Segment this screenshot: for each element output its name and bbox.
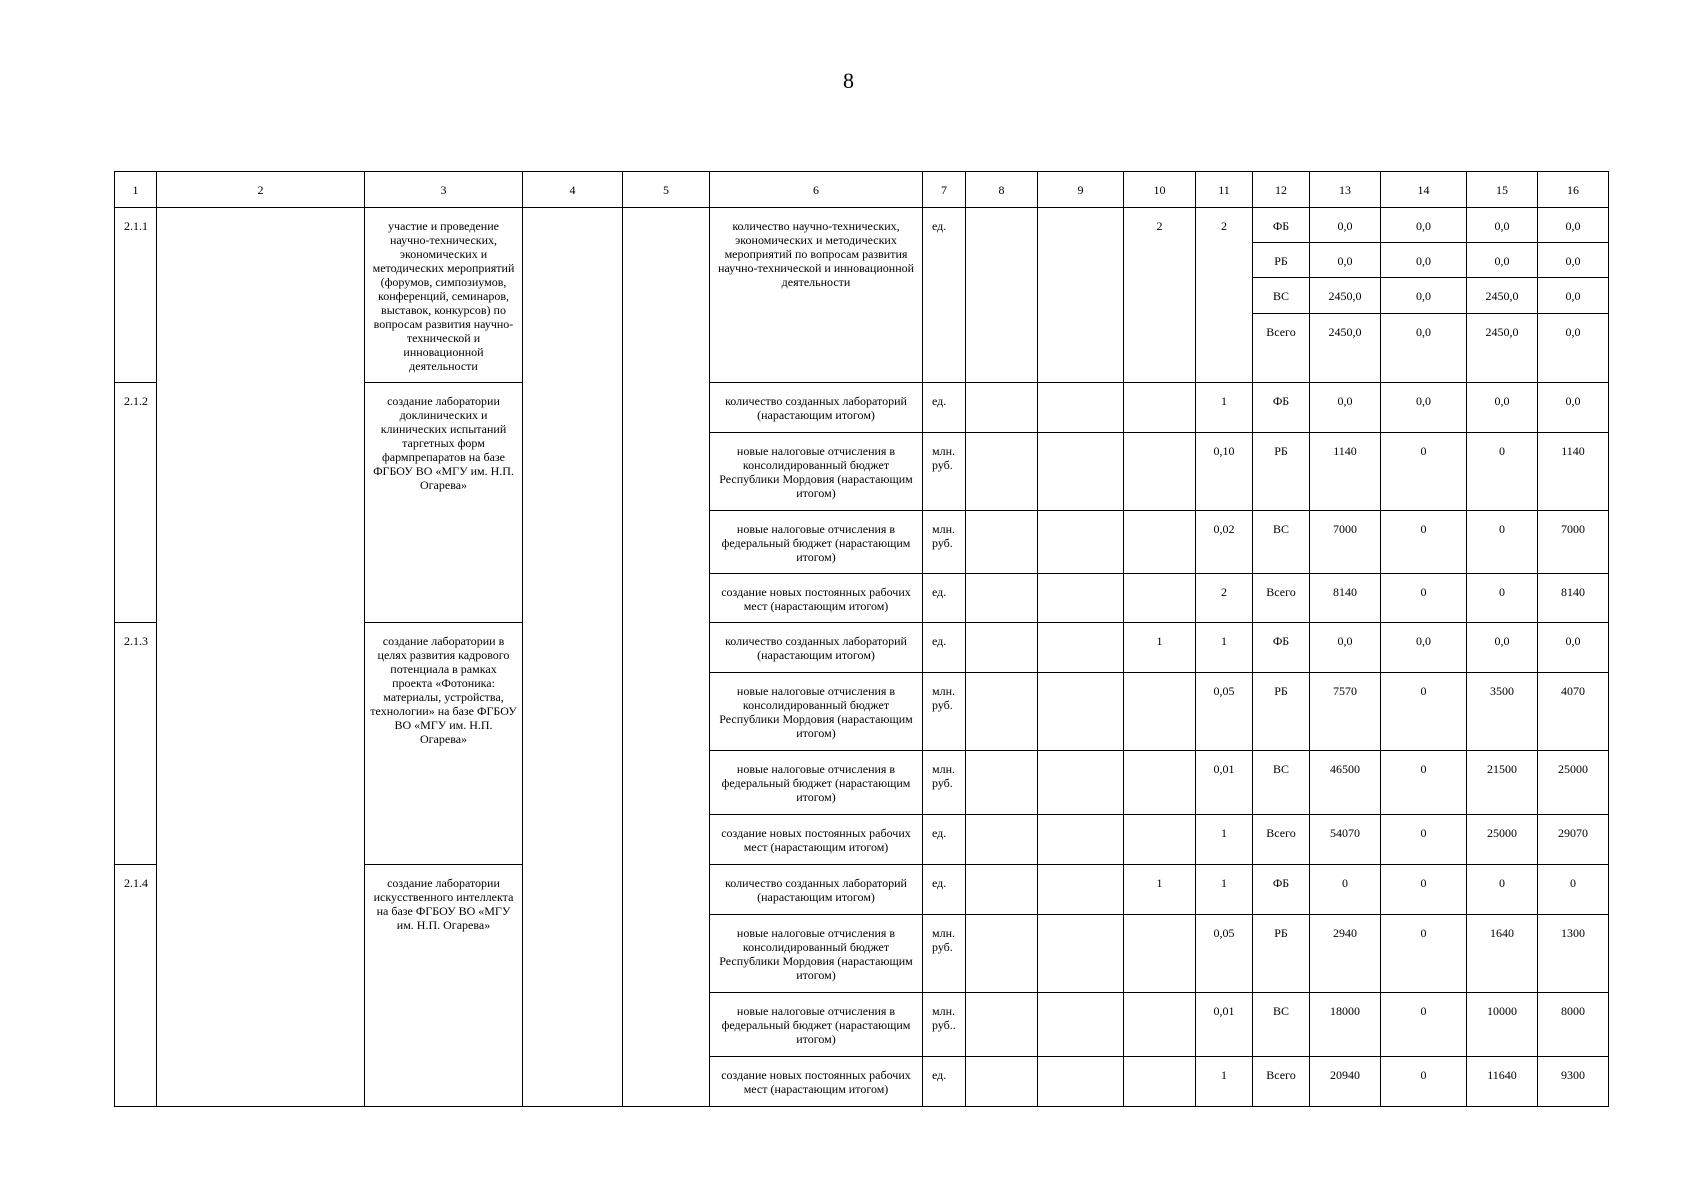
indicator-unit: млн. руб.. bbox=[923, 993, 966, 1057]
cell-col-9 bbox=[1038, 623, 1124, 673]
funding-value-14: 0,0 bbox=[1381, 623, 1467, 673]
cell-col-9 bbox=[1038, 915, 1124, 993]
funding-value-15: 2450,0 bbox=[1467, 314, 1538, 383]
funding-value-15: 25000 bbox=[1467, 815, 1538, 865]
cell-col-9 bbox=[1038, 1057, 1124, 1107]
funding-value-13: 7000 bbox=[1310, 511, 1381, 574]
funding-value-14: 0 bbox=[1381, 865, 1467, 915]
cell-col-9 bbox=[1038, 673, 1124, 751]
funding-value-14: 0,0 bbox=[1381, 208, 1467, 243]
page-number: 8 bbox=[843, 68, 854, 93]
funding-value-13: 8140 bbox=[1310, 574, 1381, 623]
measure-code: 2.1.2 bbox=[115, 383, 157, 623]
funding-value-13: 46500 bbox=[1310, 751, 1381, 815]
indicator-name: количество научно-технических, экономических и методических мероприятий по вопросам развития научно-технической и инновационной деятельности bbox=[710, 208, 923, 383]
col-header-7: 7 bbox=[923, 172, 966, 208]
funding-value-16: 0,0 bbox=[1538, 278, 1609, 314]
cell-col-9 bbox=[1038, 751, 1124, 815]
funding-value-13: 20940 bbox=[1310, 1057, 1381, 1107]
cell-col-9 bbox=[1038, 511, 1124, 574]
funding-source: РБ bbox=[1253, 433, 1310, 511]
cell-col-8 bbox=[966, 574, 1038, 623]
col-header-14: 14 bbox=[1381, 172, 1467, 208]
funding-value-14: 0 bbox=[1381, 751, 1467, 815]
funding-value-13: 18000 bbox=[1310, 993, 1381, 1057]
indicator-value-10: 1 bbox=[1124, 623, 1196, 673]
funding-value-13: 0 bbox=[1310, 865, 1381, 915]
table-row bbox=[115, 208, 1609, 243]
funding-source: ФБ bbox=[1253, 383, 1310, 433]
cell-col-8 bbox=[966, 673, 1038, 751]
measure-name: создание лаборатории в целях развития кадрового потенциала в рамках проекта «Фотоника: материалы, устройства, технологии» на базе ФГБОУ ВО «МГУ им. Н.П. Огарева» bbox=[365, 623, 523, 865]
funding-source: ВС bbox=[1253, 278, 1310, 314]
funding-value-16: 0 bbox=[1538, 865, 1609, 915]
funding-value-16: 25000 bbox=[1538, 751, 1609, 815]
col-header-9: 9 bbox=[1038, 172, 1124, 208]
indicator-unit: ед. bbox=[923, 623, 966, 673]
funding-value-14: 0 bbox=[1381, 574, 1467, 623]
measure-code: 2.1.1 bbox=[115, 208, 157, 383]
indicator-value-10 bbox=[1124, 574, 1196, 623]
indicator-value-11: 1 bbox=[1196, 623, 1253, 673]
funding-value-16: 29070 bbox=[1538, 815, 1609, 865]
cell-col-8 bbox=[966, 433, 1038, 511]
indicator-name: создание новых постоянных рабочих мест (нарастающим итогом) bbox=[710, 815, 923, 865]
cell-col-8 bbox=[966, 751, 1038, 815]
funding-value-13: 1140 bbox=[1310, 433, 1381, 511]
funding-value-16: 7000 bbox=[1538, 511, 1609, 574]
cell-col-4 bbox=[523, 208, 623, 1107]
indicator-value-11: 0,05 bbox=[1196, 915, 1253, 993]
indicator-value-11: 1 bbox=[1196, 865, 1253, 915]
funding-value-16: 0,0 bbox=[1538, 314, 1609, 383]
indicator-value-10: 1 bbox=[1124, 865, 1196, 915]
indicator-name: новые налоговые отчисления в консолидированный бюджет Республики Мордовия (нарастающим итогом) bbox=[710, 915, 923, 993]
funding-value-15: 21500 bbox=[1467, 751, 1538, 815]
funding-value-16: 8000 bbox=[1538, 993, 1609, 1057]
cell-col-8 bbox=[966, 383, 1038, 433]
funding-value-13: 0,0 bbox=[1310, 208, 1381, 243]
indicator-value-10 bbox=[1124, 1057, 1196, 1107]
cell-col-9 bbox=[1038, 815, 1124, 865]
cell-col-8 bbox=[966, 208, 1038, 383]
indicator-value-11: 0,10 bbox=[1196, 433, 1253, 511]
funding-value-16: 4070 bbox=[1538, 673, 1609, 751]
program-table bbox=[114, 171, 1609, 1107]
col-header-6: 6 bbox=[710, 172, 923, 208]
funding-value-15: 0,0 bbox=[1467, 208, 1538, 243]
indicator-unit: ед. bbox=[923, 1057, 966, 1107]
indicator-value-10 bbox=[1124, 993, 1196, 1057]
funding-value-14: 0 bbox=[1381, 433, 1467, 511]
indicator-name: новые налоговые отчисления в федеральный бюджет (нарастающим итогом) bbox=[710, 751, 923, 815]
indicator-unit: млн. руб. bbox=[923, 673, 966, 751]
indicator-unit: ед. bbox=[923, 383, 966, 433]
funding-value-16: 1140 bbox=[1538, 433, 1609, 511]
cell-col-8 bbox=[966, 511, 1038, 574]
indicator-name: создание новых постоянных рабочих мест (нарастающим итогом) bbox=[710, 1057, 923, 1107]
cell-col-8 bbox=[966, 1057, 1038, 1107]
funding-value-16: 0,0 bbox=[1538, 383, 1609, 433]
funding-value-14: 0 bbox=[1381, 673, 1467, 751]
cell-col-8 bbox=[966, 915, 1038, 993]
cell-col-9 bbox=[1038, 433, 1124, 511]
funding-source: Всего bbox=[1253, 1057, 1310, 1107]
funding-value-13: 0,0 bbox=[1310, 383, 1381, 433]
funding-value-15: 0 bbox=[1467, 511, 1538, 574]
indicator-name: количество созданных лабораторий (нарастающим итогом) bbox=[710, 865, 923, 915]
funding-value-13: 2940 bbox=[1310, 915, 1381, 993]
indicator-unit: млн. руб. bbox=[923, 433, 966, 511]
funding-value-14: 0,0 bbox=[1381, 314, 1467, 383]
col-header-4: 4 bbox=[523, 172, 623, 208]
measure-name: создание лаборатории доклинических и клинических испытаний таргетных форм фармпрепаратов на базе ФГБОУ ВО «МГУ им. Н.П. Огарева» bbox=[365, 383, 523, 623]
funding-source: ВС bbox=[1253, 751, 1310, 815]
measure-code: 2.1.4 bbox=[115, 865, 157, 1107]
funding-source: Всего bbox=[1253, 815, 1310, 865]
funding-value-15: 0 bbox=[1467, 433, 1538, 511]
indicator-value-10 bbox=[1124, 383, 1196, 433]
funding-source: ВС bbox=[1253, 511, 1310, 574]
indicator-value-10 bbox=[1124, 915, 1196, 993]
indicator-name: новые налоговые отчисления в федеральный бюджет (нарастающим итогом) bbox=[710, 511, 923, 574]
col-header-12: 12 bbox=[1253, 172, 1310, 208]
funding-value-14: 0 bbox=[1381, 1057, 1467, 1107]
funding-value-14: 0 bbox=[1381, 511, 1467, 574]
cell-col-9 bbox=[1038, 574, 1124, 623]
funding-value-16: 0,0 bbox=[1538, 243, 1609, 278]
indicator-name: новые налоговые отчисления в консолидированный бюджет Республики Мордовия (нарастающим итогом) bbox=[710, 433, 923, 511]
indicator-unit: млн. руб. bbox=[923, 751, 966, 815]
funding-value-14: 0,0 bbox=[1381, 278, 1467, 314]
col-header-13: 13 bbox=[1310, 172, 1381, 208]
cell-col-9 bbox=[1038, 208, 1124, 383]
funding-value-13: 2450,0 bbox=[1310, 314, 1381, 383]
col-header-3: 3 bbox=[365, 172, 523, 208]
col-header-8: 8 bbox=[966, 172, 1038, 208]
funding-value-15: 3500 bbox=[1467, 673, 1538, 751]
indicator-value-11: 2 bbox=[1196, 574, 1253, 623]
cell-col-8 bbox=[966, 623, 1038, 673]
indicator-unit: ед. bbox=[923, 208, 966, 383]
funding-source: РБ bbox=[1253, 243, 1310, 278]
indicator-value-11: 0,01 bbox=[1196, 751, 1253, 815]
indicator-unit: млн. руб. bbox=[923, 915, 966, 993]
cell-col-9 bbox=[1038, 865, 1124, 915]
col-header-15: 15 bbox=[1467, 172, 1538, 208]
funding-value-15: 10000 bbox=[1467, 993, 1538, 1057]
funding-value-14: 0 bbox=[1381, 915, 1467, 993]
funding-source: РБ bbox=[1253, 915, 1310, 993]
funding-value-15: 0 bbox=[1467, 574, 1538, 623]
funding-value-15: 0,0 bbox=[1467, 623, 1538, 673]
funding-source: Всего bbox=[1253, 314, 1310, 383]
indicator-value-10 bbox=[1124, 751, 1196, 815]
header-row bbox=[115, 172, 1609, 208]
col-header-10: 10 bbox=[1124, 172, 1196, 208]
funding-value-14: 0,0 bbox=[1381, 383, 1467, 433]
funding-value-13: 0,0 bbox=[1310, 623, 1381, 673]
funding-value-13: 54070 bbox=[1310, 815, 1381, 865]
funding-value-15: 0,0 bbox=[1467, 243, 1538, 278]
indicator-unit: ед. bbox=[923, 574, 966, 623]
indicator-name: новые налоговые отчисления в федеральный бюджет (нарастающим итогом) bbox=[710, 993, 923, 1057]
indicator-value-10 bbox=[1124, 433, 1196, 511]
measure-name: участие и проведение научно-технических, экономических и методических мероприятий (форумов, симпозиумов, конференций, семинаров, выставок, конкурсов) по вопросам развития научно-технической и инновационной деятельности bbox=[365, 208, 523, 383]
cell-col-8 bbox=[966, 865, 1038, 915]
indicator-value-11: 1 bbox=[1196, 1057, 1253, 1107]
indicator-value-11: 2 bbox=[1196, 208, 1253, 383]
cell-col-8 bbox=[966, 993, 1038, 1057]
indicator-value-10: 2 bbox=[1124, 208, 1196, 383]
indicator-value-11: 0,02 bbox=[1196, 511, 1253, 574]
cell-col-2 bbox=[157, 208, 365, 1107]
cell-col-9 bbox=[1038, 993, 1124, 1057]
funding-value-13: 2450,0 bbox=[1310, 278, 1381, 314]
funding-value-14: 0 bbox=[1381, 993, 1467, 1057]
funding-value-15: 0 bbox=[1467, 865, 1538, 915]
funding-value-16: 0,0 bbox=[1538, 623, 1609, 673]
funding-source: РБ bbox=[1253, 673, 1310, 751]
indicator-value-11: 0,01 bbox=[1196, 993, 1253, 1057]
col-header-5: 5 bbox=[623, 172, 710, 208]
col-header-11: 11 bbox=[1196, 172, 1253, 208]
funding-value-13: 0,0 bbox=[1310, 243, 1381, 278]
measure-code: 2.1.3 bbox=[115, 623, 157, 865]
funding-value-16: 8140 bbox=[1538, 574, 1609, 623]
funding-value-13: 7570 bbox=[1310, 673, 1381, 751]
funding-value-16: 9300 bbox=[1538, 1057, 1609, 1107]
indicator-name: количество созданных лабораторий (нарастающим итогом) bbox=[710, 623, 923, 673]
indicator-unit: млн. руб. bbox=[923, 511, 966, 574]
indicator-value-10 bbox=[1124, 815, 1196, 865]
funding-value-16: 1300 bbox=[1538, 915, 1609, 993]
indicator-value-11: 1 bbox=[1196, 383, 1253, 433]
indicator-unit: ед. bbox=[923, 865, 966, 915]
col-header-1: 1 bbox=[115, 172, 157, 208]
col-header-2: 2 bbox=[157, 172, 365, 208]
funding-source: ВС bbox=[1253, 993, 1310, 1057]
funding-source: Всего bbox=[1253, 574, 1310, 623]
funding-value-14: 0 bbox=[1381, 815, 1467, 865]
indicator-name: количество созданных лабораторий (нарастающим итогом) bbox=[710, 383, 923, 433]
funding-value-15: 0,0 bbox=[1467, 383, 1538, 433]
funding-value-16: 0,0 bbox=[1538, 208, 1609, 243]
cell-col-8 bbox=[966, 815, 1038, 865]
indicator-name: создание новых постоянных рабочих мест (нарастающим итогом) bbox=[710, 574, 923, 623]
indicator-name: новые налоговые отчисления в консолидированный бюджет Республики Мордовия (нарастающим итогом) bbox=[710, 673, 923, 751]
cell-col-5 bbox=[623, 208, 710, 1107]
measure-name: создание лаборатории искусственного интеллекта на базе ФГБОУ ВО «МГУ им. Н.П. Огарева» bbox=[365, 865, 523, 1107]
indicator-value-11: 1 bbox=[1196, 815, 1253, 865]
funding-source: ФБ bbox=[1253, 623, 1310, 673]
cell-col-9 bbox=[1038, 383, 1124, 433]
funding-value-15: 1640 bbox=[1467, 915, 1538, 993]
indicator-value-10 bbox=[1124, 511, 1196, 574]
funding-value-15: 11640 bbox=[1467, 1057, 1538, 1107]
funding-source: ФБ bbox=[1253, 208, 1310, 243]
indicator-unit: ед. bbox=[923, 815, 966, 865]
indicator-value-11: 0,05 bbox=[1196, 673, 1253, 751]
funding-value-14: 0,0 bbox=[1381, 243, 1467, 278]
funding-value-15: 2450,0 bbox=[1467, 278, 1538, 314]
funding-source: ФБ bbox=[1253, 865, 1310, 915]
col-header-16: 16 bbox=[1538, 172, 1609, 208]
indicator-value-10 bbox=[1124, 673, 1196, 751]
